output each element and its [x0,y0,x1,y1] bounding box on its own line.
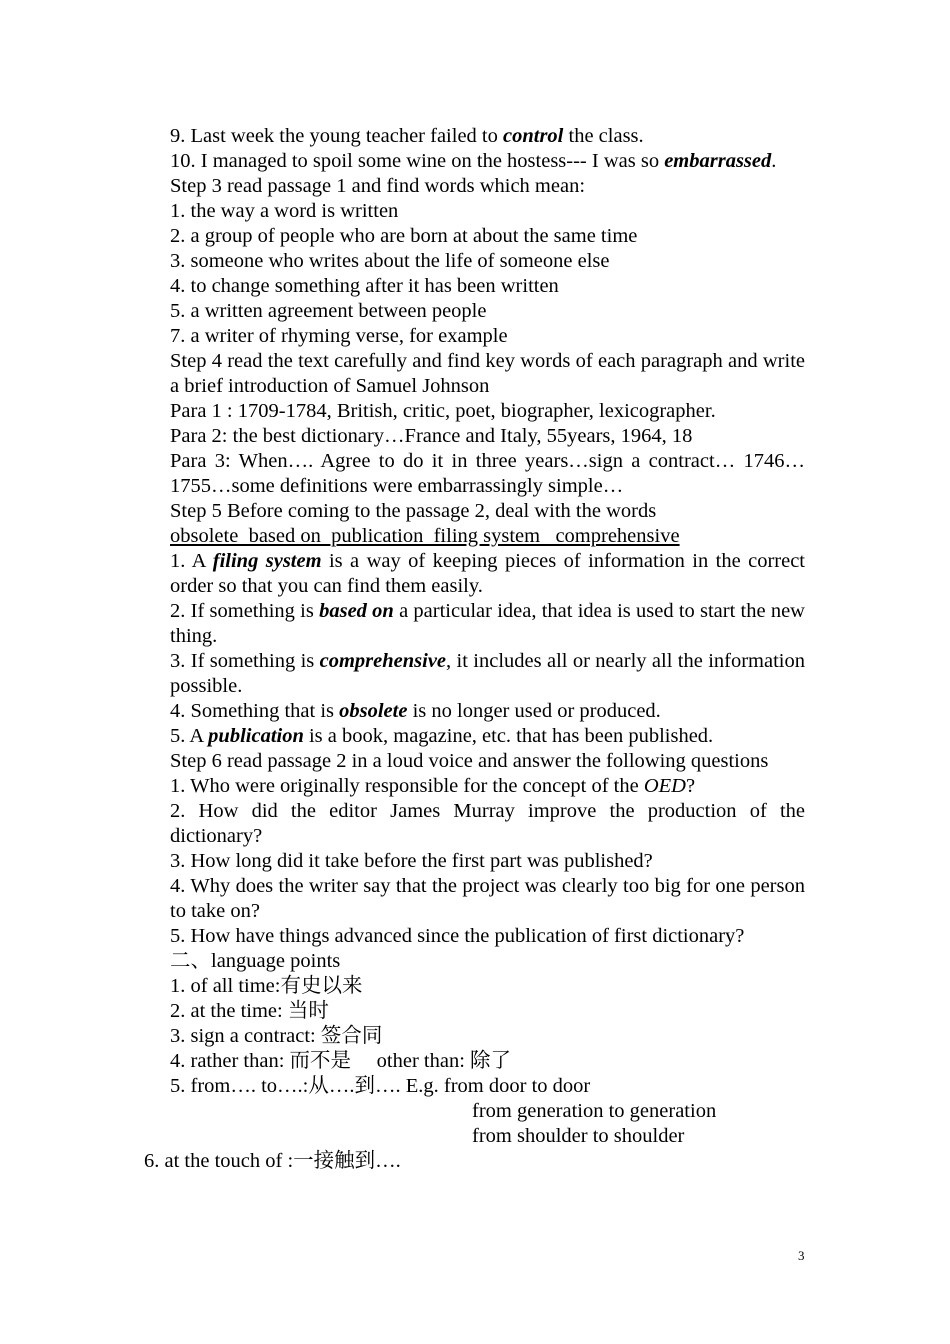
para-1-notes: Para 1 : 1709-1784, British, critic, poet, biographer, lexicographer. [170,400,716,422]
question-2: 2. How did the editor James Murray improve the production of the dictionary? [170,800,805,847]
language-point-6: 6. at the touch of :一接触到…. [144,1150,401,1172]
para-3-notes: Para 3: When…. Agree to do it in three years…sign a contract… 1746…1755…some definitions were embarrassingly simple… [170,450,805,497]
keyword-control: control [503,125,564,147]
definition-4: 4. Something that is obsolete is no longer used or produced. [170,700,661,722]
language-point-1: 1. of all time:有史以来 [170,975,363,997]
question-4: 4. Why does the writer say that the project was clearly too big for one person to take on? [170,875,805,922]
question-1: 1. Who were originally responsible for the concept of the OED? [170,775,696,797]
keyword-embarrassed: embarrassed [664,150,772,172]
language-point-3: 3. sign a contract: 签合同 [170,1025,383,1047]
document-body [144,124,806,1174]
definition-5: 5. A publication is a book, magazine, etc. that has been published. [170,725,714,747]
language-point-5-example: from generation to generation [472,1100,717,1122]
para-2-notes: Para 2: the best dictionary…France and Italy, 55years, 1964, 18 [170,425,693,447]
keyword-comprehensive: comprehensive [319,650,447,672]
step-4-heading: Step 4 read the text carefully and find key words of each paragraph and write a brief introduction of Samuel Johnson [170,350,805,397]
definition-2: 2. If something is based on a particular idea, that idea is used to start the new thing. [170,600,805,647]
step-6-heading: Step 6 read passage 2 in a loud voice and answer the following questions [170,750,769,772]
step-5-word-list: obsolete based on publication filing system comprehensive [170,525,680,547]
step-3-item: 5. a written agreement between people [170,300,487,322]
keyword-based-on: based on [319,600,394,622]
step-3-item: 1. the way a word is written [170,200,399,222]
step-3-item: 2. a group of people who are born at about the same time [170,225,638,247]
definition-1: 1. A filing system is a way of keeping pieces of information in the correct order so that you can find them easily. [170,550,806,597]
sentence-9: 9. Last week the young teacher failed to control the class. [170,125,644,147]
step-3-item: 3. someone who writes about the life of someone else [170,250,610,272]
language-point-4: 4. rather than: 而不是 other than: 除了 [170,1050,512,1072]
sentence-10: 10. I managed to spoil some wine on the hostess--- I was so embarrassed. [170,150,777,172]
step-3-heading: Step 3 read passage 1 and find words which mean: [170,175,586,197]
language-point-5-example: from shoulder to shoulder [472,1125,685,1147]
oed-abbreviation: OED [643,775,686,797]
definition-3: 3. If something is comprehensive, it includes all or nearly all the information possible. [170,650,805,697]
step-3-item: 4. to change something after it has been written [170,275,559,297]
language-point-2: 2. at the time: 当时 [170,1000,329,1022]
keyword-filing-system: filing system [212,550,322,572]
keyword-obsolete: obsolete [339,700,408,722]
step-5-heading: Step 5 Before coming to the passage 2, deal with the words [170,500,657,522]
question-5: 5. How have things advanced since the publication of first dictionary? [170,925,745,947]
page-number: 3 [798,1248,805,1263]
language-point-5: 5. from…. to….:从….到…. E.g. from door to door [170,1075,591,1097]
language-points-heading: 二、language points [170,950,341,972]
question-3: 3. How long did it take before the first part was published? [170,850,653,872]
step-3-item: 7. a writer of rhyming verse, for example [170,325,508,347]
keyword-publication: publication [208,725,304,747]
